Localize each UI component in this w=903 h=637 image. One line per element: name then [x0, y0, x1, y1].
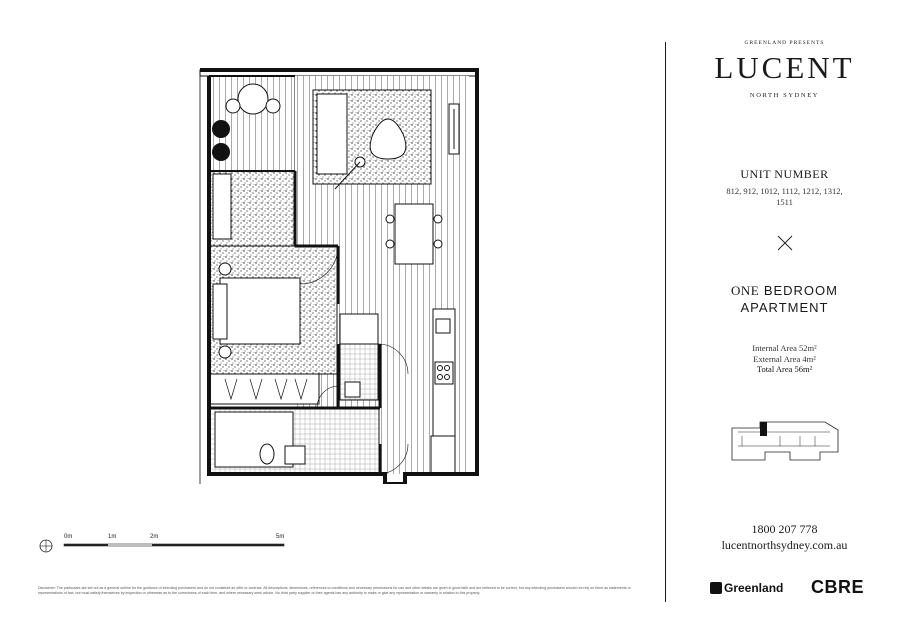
cross-separator-icon — [777, 235, 793, 251]
area-summary — [666, 343, 903, 375]
greenland-logo-text: Greenland — [724, 581, 784, 595]
website-link[interactable]: lucentnorthsydney.com.au — [721, 538, 848, 552]
external-area: External Area 4m² — [753, 353, 816, 364]
phone-number[interactable]: 1800 207 778 — [751, 522, 818, 536]
scale-label-5m: 5m — [276, 534, 285, 540]
key-plan — [730, 410, 840, 465]
greenland-icon — [710, 582, 722, 594]
disclaimer: Disclaimer: The particulars are set out as a general outline for the guidance of intending purchasers and do not constitute an offer or contract. All descriptions, dimensions, references to conditions and necessary permissions for use and other details are given in good faith and are believed to be correct, but any intending purchasers should not rely on them as statements or representations of fact, but must satisfy themselves by inspection or otherwise as to the correctness of each item, and where necessary seek advice. No third party supplier or their agents has any authority to make or give any representation or warranty in relation to this property. — [38, 586, 631, 595]
bed — [220, 278, 300, 344]
cbre-logo: CBRE — [811, 577, 865, 597]
apartment-type-bold: ONE — [730, 283, 760, 298]
internal-area: Internal Area 52m² — [752, 343, 817, 353]
laundry-cupboard — [340, 314, 378, 344]
scale-bar — [38, 534, 298, 558]
brand-location: NORTH SYDNEY — [749, 92, 820, 99]
unit-number-heading: UNIT NUMBER — [740, 167, 829, 181]
total-area: Total Area 56m² — [756, 364, 813, 374]
brand-logo: LUCENT — [714, 50, 855, 85]
apartment-type — [666, 282, 903, 316]
unit-number-list: 812, 912, 1012, 1112, 1212, 1312, 1511 — [726, 186, 843, 207]
apartment-type-line2: APARTMENT — [740, 300, 829, 315]
apartment-type-rest: BEDROOM — [759, 283, 838, 298]
presents-line: GREENLAND PRESENTS — [744, 40, 825, 46]
balcony-table — [238, 84, 268, 114]
scale-label-1m: 1m — [108, 534, 117, 540]
wardrobe — [209, 374, 319, 404]
floor-plan-drawing — [195, 64, 485, 484]
scale-label-0m: 0m — [64, 534, 73, 540]
info-sidebar — [666, 0, 903, 637]
scale-label-2m: 2m — [150, 534, 159, 540]
unit-location-marker — [760, 422, 767, 436]
greenland-logo — [710, 581, 783, 595]
dining-table — [395, 204, 433, 264]
